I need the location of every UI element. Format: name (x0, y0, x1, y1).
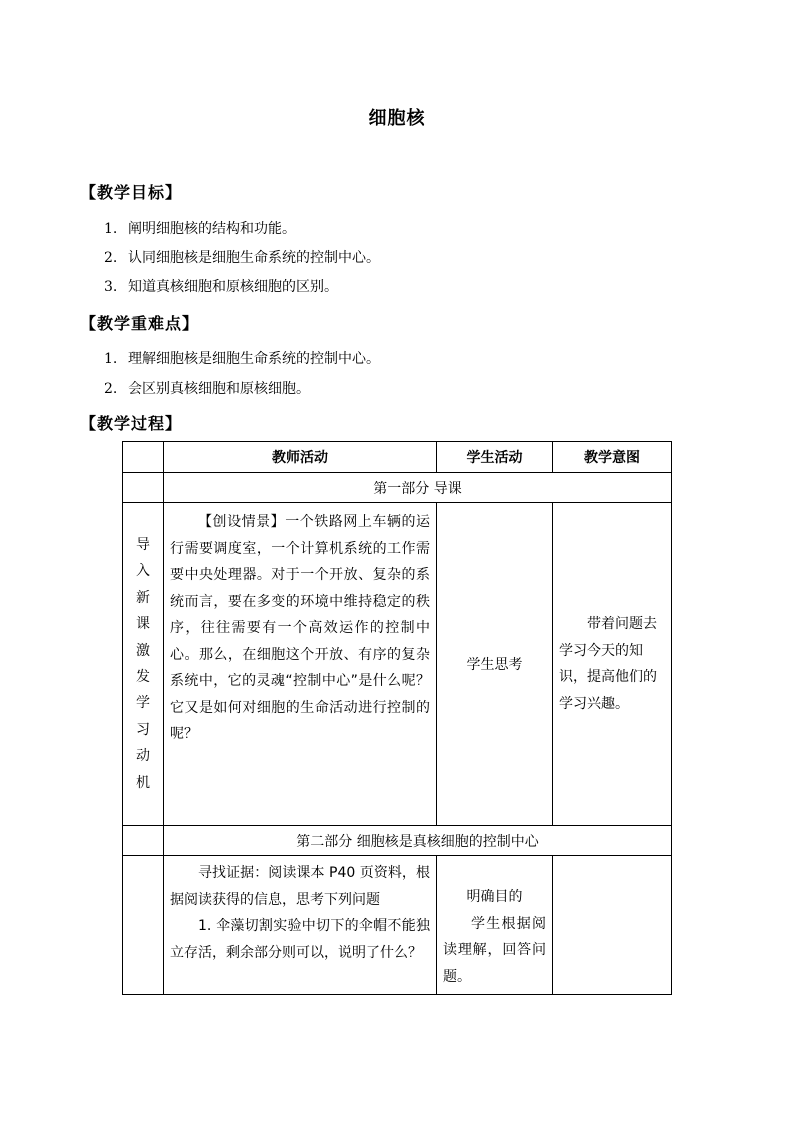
part2-student-activity (437, 856, 553, 995)
objective-item-3 (104, 278, 338, 296)
teaching-process-table (122, 441, 672, 995)
teaching-intent-header: 教学意图 (553, 442, 672, 473)
key-point-item-1 (104, 350, 380, 368)
part1-stage-cell (123, 473, 164, 503)
item-text: 理解细胞核是细胞生命系统的控制中心。 (128, 351, 380, 367)
teaching-intent-text: 带着问题去学习今天的知识，提高他们的学习兴趣。 (559, 616, 657, 712)
part2-teacher-activity (164, 856, 437, 995)
objective-item-2 (104, 249, 380, 267)
student-activity-text: 学生根据阅读理解，回答问题。 (443, 915, 546, 985)
student-activity-header: 学生活动 (437, 442, 553, 473)
part2-title-row (123, 826, 672, 856)
part2-stage-label (123, 856, 164, 995)
item-text: 会区别真核细胞和原核细胞。 (128, 381, 310, 397)
stage-char: 导 (136, 536, 150, 553)
table-header-row (123, 442, 672, 473)
teacher-activity-question: 1. 伞藻切割实验中切下的伞帽不能独立存活，剩余部分则可以，说明了什么？ (170, 918, 430, 961)
teacher-activity-text: 寻找证据：阅读课本 P40 页资料，根据阅读获得的信息，思考下列问题 (170, 865, 430, 908)
item-text: 认同细胞核是细胞生命系统的控制中心。 (128, 250, 380, 266)
part1-teacher-activity (164, 503, 437, 826)
stage-char: 动 (136, 748, 150, 765)
part1-title-row (123, 473, 672, 503)
part1-teaching-intent (553, 503, 672, 826)
teacher-activity-text: 【创设情景】一个铁路网上车辆的运行需要调度室，一个计算机系统的工作需要中央处理器。对于一个开放、复杂的系统而言，要在多变的环境中维持稳定的秩序，往往需要有一个高效运作的控制中心。那么，在细胞这个开放、有序的复杂系统中，它的灵魂“控制中心”是什么呢？它又是如何对细胞的生命活动进行控制的呢？ (170, 514, 430, 742)
item-text: 阐明细胞核的结构和功能。 (128, 221, 296, 237)
item-number: 3. (104, 279, 118, 295)
stage-char: 新 (136, 589, 150, 606)
stage-char: 入 (136, 563, 150, 580)
teacher-activity-header: 教师活动 (164, 442, 437, 473)
stage-char: 发 (136, 669, 150, 685)
part2-stage-cell (123, 826, 164, 856)
heading-objectives: 【教学目标】 (80, 183, 183, 202)
item-number: 1. (104, 351, 118, 367)
item-number: 2. (104, 250, 118, 266)
key-point-item-2 (104, 380, 310, 398)
part2-content-row (123, 856, 672, 995)
stage-char: 激 (136, 642, 150, 659)
part1-stage-label (123, 503, 164, 826)
item-text: 知道真核细胞和原核细胞的区别。 (128, 279, 338, 295)
stage-char: 课 (136, 616, 150, 633)
document-title: 细胞核 (368, 108, 426, 129)
stage-char: 机 (136, 774, 150, 791)
student-activity-goal: 明确目的 (466, 889, 523, 905)
part2-title: 第二部分 细胞核是真核细胞的控制中心 (164, 826, 672, 856)
item-number: 2. (104, 381, 118, 397)
part1-title: 第一部分 导课 (164, 473, 672, 503)
part1-content-row (123, 503, 672, 826)
objective-item-1 (104, 220, 296, 238)
item-number: 1. (104, 221, 118, 237)
heading-key-points: 【教学重难点】 (80, 314, 200, 333)
stage-char: 习 (136, 721, 150, 738)
part2-teaching-intent (553, 856, 672, 995)
stage-header-cell (123, 442, 164, 473)
part1-student-activity: 学生思考 (437, 503, 553, 826)
stage-char: 学 (136, 695, 150, 712)
heading-process: 【教学过程】 (80, 414, 183, 433)
